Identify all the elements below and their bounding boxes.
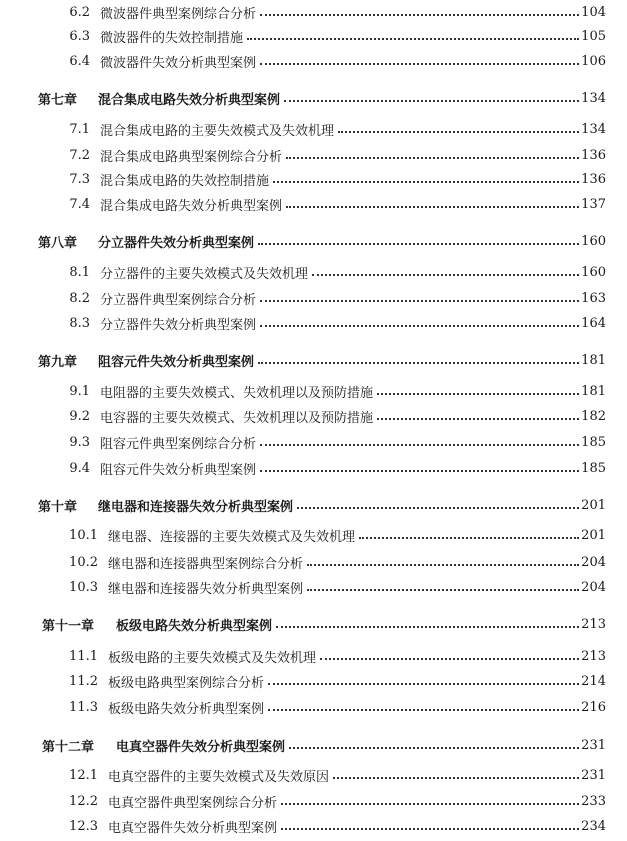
dot-leader [320, 658, 579, 660]
dot-leader [312, 274, 579, 276]
section-number: 6.2 [69, 4, 90, 20]
toc-section-entry[interactable] [64, 816, 606, 836]
toc-section-entry[interactable] [60, 262, 606, 282]
section-title: 分立器件失效分析典型案例 [100, 317, 257, 333]
toc-section-entry[interactable] [60, 26, 606, 46]
dot-leader [260, 14, 579, 16]
page-number: 136 [581, 147, 606, 163]
dot-leader [377, 393, 579, 395]
toc-section-entry[interactable] [60, 51, 606, 71]
section-title: 微波器件典型案例综合分析 [100, 6, 257, 22]
chapter-title: 继电器和连接器失效分析典型案例 [98, 499, 294, 515]
dot-leader [268, 683, 579, 685]
toc-section-entry[interactable] [64, 671, 606, 691]
page-number: 231 [581, 737, 606, 753]
toc-section-entry[interactable] [64, 577, 606, 597]
toc-section-entry[interactable] [64, 791, 606, 811]
page-number: 134 [581, 90, 606, 106]
page-number: 181 [581, 383, 606, 399]
dot-leader [359, 537, 579, 539]
section-title: 混合集成电路的主要失效模式及失效机理 [100, 123, 335, 139]
section-number: 10.1 [69, 527, 98, 543]
page-number: 106 [581, 53, 606, 69]
page-number: 213 [581, 648, 606, 664]
section-title: 电阻器的主要失效模式、失效机理以及预防措施 [100, 385, 374, 401]
toc-section-entry[interactable] [60, 458, 606, 478]
dot-leader [247, 38, 579, 40]
page-number: 136 [581, 171, 606, 187]
page-number: 163 [581, 290, 606, 306]
page-number: 201 [581, 497, 606, 513]
page-number: 137 [581, 196, 606, 212]
section-number: 9.2 [69, 408, 90, 424]
section-title: 电容器的主要失效模式、失效机理以及预防措施 [100, 410, 374, 426]
section-number: 8.1 [69, 264, 90, 280]
section-number: 8.2 [69, 290, 90, 306]
section-number: 9.1 [69, 383, 90, 399]
page-number: 134 [581, 121, 606, 137]
dot-leader [297, 507, 579, 509]
dot-leader [258, 362, 579, 364]
toc-chapter-entry[interactable] [42, 614, 606, 634]
dot-leader [273, 181, 579, 183]
section-title: 阻容元件失效分析典型案例 [100, 462, 257, 478]
section-title: 电真空器件失效分析典型案例 [108, 820, 278, 836]
dot-leader [260, 63, 579, 65]
chapter-title: 分立器件失效分析典型案例 [98, 235, 255, 251]
section-title: 继电器、连接器的主要失效模式及失效机理 [108, 529, 356, 545]
section-number: 9.4 [69, 460, 90, 476]
page-number: 214 [581, 673, 606, 689]
page-number: 204 [581, 554, 606, 570]
toc-chapter-entry[interactable] [38, 495, 606, 515]
section-title: 继电器和连接器典型案例综合分析 [108, 556, 304, 572]
section-number: 10.3 [69, 579, 98, 595]
section-number: 11.3 [69, 699, 98, 715]
toc-chapter-entry[interactable] [42, 735, 606, 755]
section-title: 板级电路典型案例综合分析 [108, 675, 265, 691]
dot-leader [377, 418, 579, 420]
dot-leader [333, 777, 579, 779]
dot-leader [284, 100, 579, 102]
page-number: 104 [581, 4, 606, 20]
section-title: 阻容元件典型案例综合分析 [100, 436, 257, 452]
section-title: 混合集成电路失效分析典型案例 [100, 198, 283, 214]
section-number: 10.2 [69, 554, 98, 570]
chapter-title: 阻容元件失效分析典型案例 [98, 354, 255, 370]
toc-section-entry[interactable] [60, 119, 606, 139]
dot-leader [307, 589, 579, 591]
section-number: 11.1 [69, 648, 98, 664]
chapter-number: 第九章 [38, 354, 78, 370]
dot-leader [338, 131, 579, 133]
section-number: 12.1 [69, 767, 98, 783]
chapter-number: 第十章 [38, 499, 78, 515]
toc-section-entry[interactable] [60, 432, 606, 452]
page-number: 185 [581, 460, 606, 476]
section-number: 7.1 [69, 121, 90, 137]
page-number: 185 [581, 434, 606, 450]
page-number: 234 [581, 818, 606, 834]
section-number: 9.3 [69, 434, 90, 450]
section-title: 电真空器件典型案例综合分析 [108, 795, 278, 811]
page-number: 233 [581, 793, 606, 809]
page-number: 160 [581, 264, 606, 280]
section-number: 6.3 [69, 28, 90, 44]
section-title: 分立器件的主要失效模式及失效机理 [100, 266, 309, 282]
section-title: 板级电路的主要失效模式及失效机理 [108, 650, 317, 666]
toc-section-entry[interactable] [64, 646, 606, 666]
toc-chapter-entry[interactable] [38, 231, 606, 251]
toc-section-entry[interactable] [60, 194, 606, 214]
page-number: 201 [581, 527, 606, 543]
dot-leader [260, 300, 579, 302]
toc-section-entry[interactable] [60, 381, 606, 401]
toc-section-entry[interactable] [60, 2, 606, 22]
section-title: 继电器和连接器失效分析典型案例 [108, 581, 304, 597]
section-number: 8.3 [69, 315, 90, 331]
toc-section-entry[interactable] [60, 406, 606, 426]
dot-leader [286, 157, 579, 159]
chapter-title: 混合集成电路失效分析典型案例 [98, 92, 281, 108]
section-title: 混合集成电路的失效控制措施 [100, 173, 270, 189]
section-title: 板级电路失效分析典型案例 [108, 701, 265, 717]
page-number: 213 [581, 616, 606, 632]
dot-leader [260, 470, 579, 472]
section-number: 7.3 [69, 171, 90, 187]
section-number: 12.2 [69, 793, 98, 809]
chapter-number: 第十二章 [42, 739, 95, 755]
toc-section-entry[interactable] [64, 697, 606, 717]
dot-leader [307, 564, 579, 566]
section-number: 11.2 [69, 673, 98, 689]
page-number: 105 [581, 28, 606, 44]
section-title: 混合集成电路典型案例综合分析 [100, 149, 283, 165]
toc-chapter-entry[interactable] [38, 350, 606, 370]
section-title: 微波器件的失效控制措施 [100, 30, 244, 46]
dot-leader [281, 803, 579, 805]
dot-leader [289, 747, 579, 749]
toc-section-entry[interactable] [60, 313, 606, 333]
page-number: 216 [581, 699, 606, 715]
page-number: 182 [581, 408, 606, 424]
toc-section-entry[interactable] [60, 288, 606, 308]
section-number: 7.2 [69, 147, 90, 163]
chapter-title: 板级电路失效分析典型案例 [116, 618, 273, 634]
page-number: 231 [581, 767, 606, 783]
toc-section-entry[interactable] [64, 525, 606, 545]
dot-leader [281, 828, 579, 830]
toc-section-entry[interactable] [60, 169, 606, 189]
chapter-number: 第八章 [38, 235, 78, 251]
page-number: 164 [581, 315, 606, 331]
chapter-number: 第七章 [38, 92, 78, 108]
chapter-title: 电真空器件失效分析典型案例 [116, 739, 286, 755]
section-number: 12.3 [69, 818, 98, 834]
section-title: 微波器件失效分析典型案例 [100, 55, 257, 71]
dot-leader [276, 626, 579, 628]
section-number: 6.4 [69, 53, 90, 69]
page-number: 160 [581, 233, 606, 249]
chapter-number: 第十一章 [42, 618, 95, 634]
dot-leader [260, 325, 579, 327]
toc-section-entry[interactable] [64, 765, 606, 785]
toc-section-entry[interactable] [64, 552, 606, 572]
dot-leader [260, 444, 579, 446]
dot-leader [258, 243, 579, 245]
section-title: 分立器件典型案例综合分析 [100, 292, 257, 308]
section-number: 7.4 [69, 196, 90, 212]
section-title: 电真空器件的主要失效模式及失效原因 [108, 769, 330, 785]
toc-section-entry[interactable] [60, 145, 606, 165]
dot-leader [286, 206, 579, 208]
dot-leader [268, 709, 579, 711]
page-number: 204 [581, 579, 606, 595]
toc-chapter-entry[interactable] [38, 88, 606, 108]
page-number: 181 [581, 352, 606, 368]
